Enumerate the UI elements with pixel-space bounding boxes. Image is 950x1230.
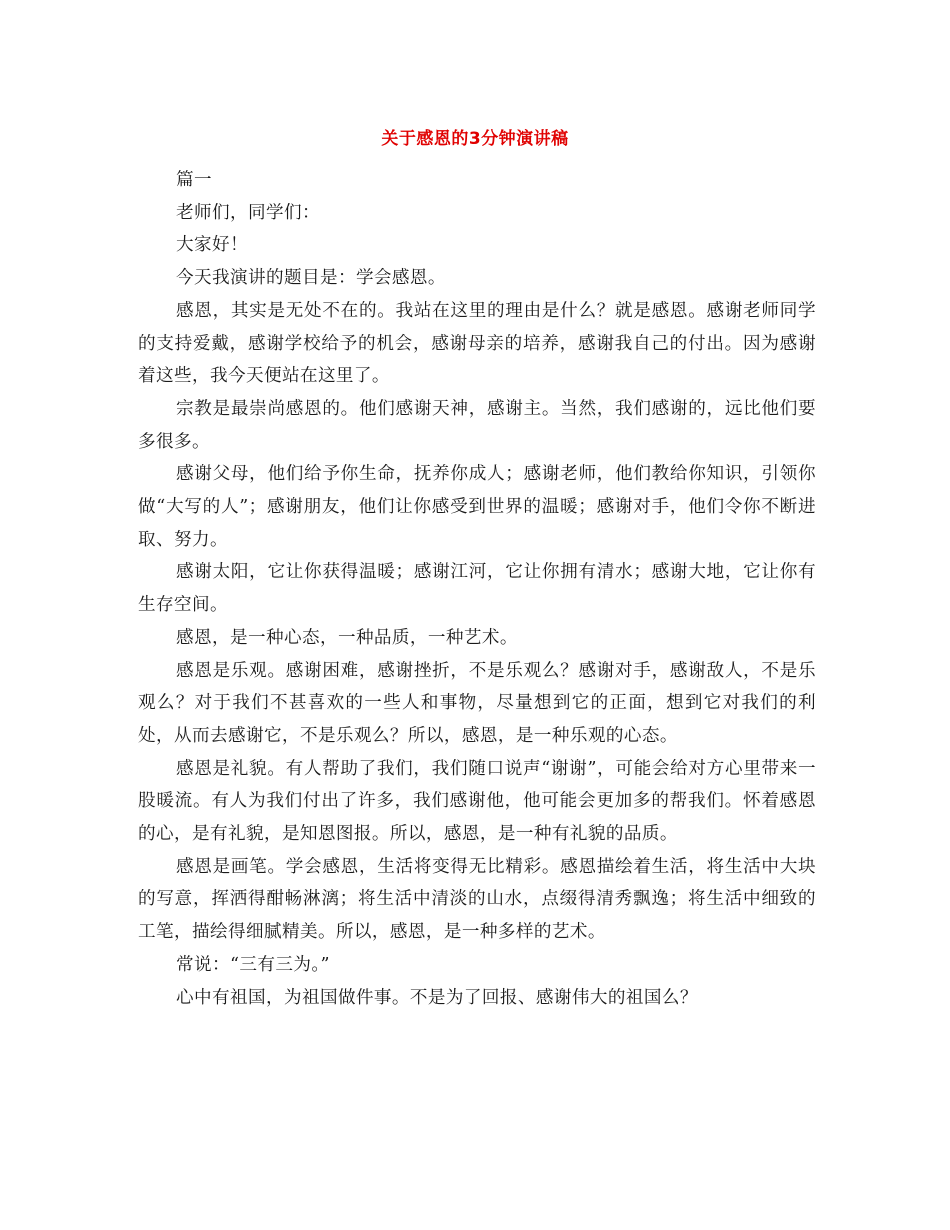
paragraph: 感恩是礼貌。有人帮助了我们，我们随口说声“谢谢”，可能会给对方心里带来一股暖流。有人为我们付出了许多，我们感谢他，他可能会更加多的帮我们。怀着感恩的心，是有礼貌，是知恩图报。所以，感恩，是一种有礼貌的品质。 [138, 758, 816, 845]
paragraph: 感谢父母，他们给予你生命，抚养你成人；感谢老师，他们教给你知识，引领你做“大写的人”；感谢朋友，他们让你感受到世界的温暖；感谢对手，他们令你不断进取、努力。 [138, 464, 816, 550]
document-title: 关于感恩的3分钟演讲稿 [381, 129, 569, 149]
paragraph: 常说：“三有三为。” [176, 954, 330, 975]
paragraph-topic: 今天我演讲的题目是：学会感恩。 [176, 268, 446, 289]
paragraph: 感恩是乐观。感谢困难，感谢挫折，不是乐观么？感谢对手，感谢敌人，不是乐观么？对于我们不甚喜欢的一些人和事物，尽量想到它的正面，想到它对我们的利处，从而去感谢它，不是乐观么？所以，感恩，是一种乐观的心态。 [138, 660, 816, 746]
paragraph: 感恩，是一种心态，一种品质，一种艺术。 [176, 627, 518, 648]
paragraph: 感恩是画笔。学会感恩，生活将变得无比精彩。感恩描绘着生活，将生活中大块的写意，挥洒得酣畅淋漓；将生活中清淡的山水，点缀得清秀飘逸；将生活中细致的工笔，描绘得细腻精美。所以，感恩，是一种多样的艺术。 [138, 856, 816, 943]
paragraph-section-heading: 篇一 [176, 170, 212, 190]
paragraph: 宗教是最崇尚感恩的。他们感谢天神，感谢主。当然，我们感谢的，远比他们要多很多。 [138, 398, 816, 452]
paragraph: 心中有祖国，为祖国做件事。不是为了回报、感谢伟大的祖国么？ [176, 987, 698, 1008]
document-body [138, 164, 816, 1014]
paragraph: 感恩，其实是无处不在的。我站在这里的理由是什么？就是感恩。感谢老师同学的支持爱戴，感谢学校给予的机会，感谢母亲的培养，感谢我自己的付出。因为感谢着这些，我今天便站在这里了。 [138, 300, 816, 387]
paragraph-greeting: 大家好！ [176, 235, 248, 256]
paragraph-salutation: 老师们，同学们： [176, 202, 320, 223]
paragraph: 感谢太阳，它让你获得温暖；感谢江河，它让你拥有清水；感谢大地，它让你有生存空间。 [138, 562, 816, 616]
